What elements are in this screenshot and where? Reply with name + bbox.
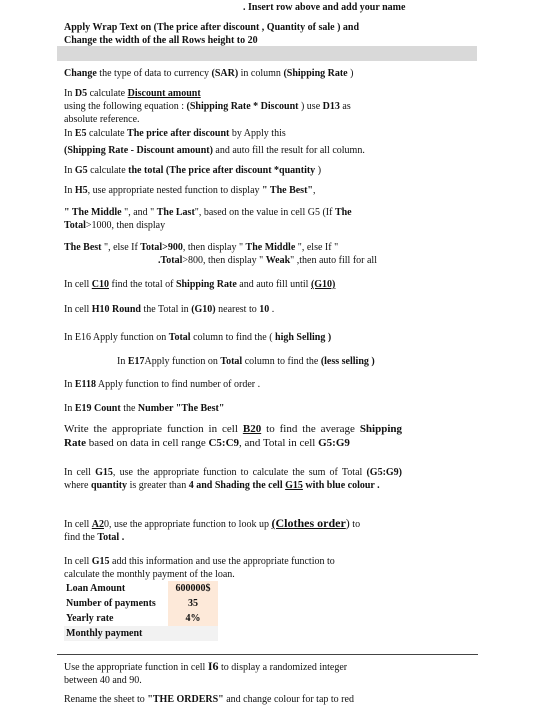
- text-bold: C5:C9: [208, 437, 240, 449]
- text: ): [345, 516, 350, 530]
- h10-instruction: [64, 303, 404, 316]
- text: , and Total in cell: [239, 437, 319, 449]
- text-bold: (G10): [191, 304, 216, 315]
- text: ", else If ": [295, 242, 339, 253]
- text-bold: The Last: [156, 207, 195, 218]
- text-bold: quantity: [90, 480, 128, 491]
- text: In: [64, 165, 75, 176]
- text: find the total of: [109, 279, 176, 290]
- text: is greater than: [127, 480, 189, 491]
- text-bold: (G10): [310, 279, 336, 290]
- text: the type of data to currency: [96, 68, 212, 79]
- text: calculate: [86, 128, 128, 139]
- e5-instruction-line2: [64, 144, 409, 157]
- text-bold: .Total: [158, 255, 183, 266]
- text: the Total in: [140, 304, 192, 315]
- text: In: [64, 88, 75, 99]
- divider-line: [57, 654, 478, 655]
- text: and change colour for tap to red: [223, 694, 354, 705]
- yearly-rate-label: Yearly rate: [66, 613, 114, 624]
- text: In E16 Apply function on: [64, 332, 169, 343]
- text-bold: 10: [259, 304, 270, 315]
- text: find the: [64, 532, 98, 543]
- text: the: [120, 403, 138, 414]
- text-bold: the total (The price after discount *quantity: [128, 165, 316, 176]
- text: where: [64, 480, 91, 491]
- table-row: [64, 626, 218, 641]
- text: as: [339, 101, 351, 112]
- text: to display a randomized integer: [218, 662, 348, 673]
- text-bold: (Shipping Rate * Discount: [186, 101, 299, 112]
- insert-row-instruction: . Insert row above and add your name: [243, 2, 406, 13]
- text: nearest to: [215, 304, 260, 315]
- text-bold: Total>900: [140, 242, 183, 253]
- text: Write the appropriate function in cell: [64, 423, 243, 435]
- text: using the following equation :: [64, 101, 187, 112]
- text: calculate: [87, 165, 129, 176]
- text-bold: D5: [74, 88, 88, 99]
- loan-table: [64, 581, 218, 641]
- text: column to find the (: [190, 332, 276, 343]
- best-instruction-line2: [158, 254, 408, 267]
- text: , then display ": [182, 242, 246, 253]
- text-bold: Total: [168, 332, 191, 343]
- table-row: [64, 596, 218, 611]
- wrap-line-2: Change the width of the all Rows height to 20: [64, 35, 258, 46]
- text: and auto fill the result for all column.: [212, 145, 365, 156]
- best-instruction: [64, 241, 404, 254]
- b20-instruction: [64, 422, 402, 450]
- discount-amount-label: Discount amount: [127, 88, 201, 99]
- text: column to find the: [242, 356, 321, 367]
- text: 0, use the appropriate function to look up: [104, 519, 272, 530]
- text-bold: and Shading the cell: [193, 480, 286, 491]
- text-bold: " The Middle: [64, 207, 122, 218]
- text-bold: Number "The Best": [137, 403, 225, 414]
- e118-instruction: [64, 378, 404, 391]
- text-bold: (G5:G9): [366, 467, 403, 478]
- text-bold: I6: [207, 659, 219, 673]
- text: , use appropriate nested function to display: [87, 185, 263, 196]
- text: In: [64, 185, 75, 196]
- text-bold: "THE ORDERS": [147, 694, 224, 705]
- text-bold: Count: [94, 403, 121, 414]
- text: add this information and use the appropriate function to: [109, 556, 335, 567]
- text-bold: E17: [127, 356, 145, 367]
- text: ", and ": [121, 207, 157, 218]
- text: >800, then display ": [182, 255, 266, 266]
- monthly-payment-value: [168, 626, 218, 641]
- text: in column: [238, 68, 284, 79]
- monthly-payment-label: Monthly payment: [64, 626, 168, 641]
- wrap-line-1: Apply Wrap Text on (The price after discount , Quantity of sale ) and: [64, 22, 360, 33]
- text: by Apply this: [229, 128, 286, 139]
- text: In: [64, 403, 75, 414]
- c10-instruction: [64, 278, 404, 291]
- text-bold: E5: [74, 128, 87, 139]
- a20-instruction: [64, 517, 404, 544]
- h5-instruction: [64, 184, 404, 197]
- clothes-order-label: (Clothes order: [271, 516, 346, 530]
- text-bold: " The Best": [262, 185, 313, 196]
- text-bold: Total: [220, 356, 243, 367]
- text: calculate the monthly payment of the loan.: [64, 569, 235, 580]
- text: Rename the sheet to: [64, 694, 148, 705]
- i6-instruction: [64, 660, 402, 687]
- text-bold: 4: [188, 480, 194, 491]
- text: In cell: [64, 519, 92, 530]
- text-bold: Total: [64, 220, 86, 231]
- e19-instruction: [64, 402, 404, 415]
- text: " ,then auto fill for all: [290, 255, 377, 266]
- text: Use the appropriate function in cell: [64, 662, 208, 673]
- text-bold: A2: [91, 519, 104, 530]
- text-bold: (Shipping Rate: [283, 68, 348, 79]
- text: In cell: [64, 304, 92, 315]
- text: calculate: [87, 88, 128, 99]
- text-bold: G15: [285, 480, 303, 491]
- text: ", else If: [101, 242, 141, 253]
- text: and auto fill until: [236, 279, 311, 290]
- text-bold: The: [334, 207, 352, 218]
- text-bold: The Best: [64, 242, 102, 253]
- wrap-text-instruction: [64, 21, 402, 47]
- loan-amount-label: Loan Amount: [66, 583, 126, 594]
- middle-instruction: [64, 206, 402, 232]
- text-bold: E19: [74, 403, 92, 414]
- text-bold: H10 Round: [91, 304, 141, 315]
- text-bold: high Selling ): [275, 332, 332, 343]
- g5-instruction: [64, 164, 404, 177]
- text-bold: Shipping Rate: [175, 279, 237, 290]
- text-bold: with blue colour .: [302, 480, 380, 491]
- e16-instruction: [64, 331, 404, 344]
- e17-instruction: [117, 355, 417, 368]
- loan-intro: [64, 555, 404, 581]
- text-bold: B20: [242, 423, 262, 435]
- loan-amount-value: 600000$: [168, 581, 218, 596]
- text: In: [64, 128, 75, 139]
- text-bold: H5: [74, 185, 88, 196]
- text: In cell: [64, 279, 92, 290]
- text: ", based on the value in cell G5 (If: [194, 207, 335, 218]
- text-bold: G15: [91, 556, 110, 567]
- text: based on data in cell range: [86, 437, 209, 449]
- table-row: [64, 581, 218, 596]
- text: ,: [312, 185, 316, 196]
- text: ) use: [298, 101, 323, 112]
- text: to find the average: [261, 423, 360, 435]
- text-bold: (SAR): [211, 68, 239, 79]
- table-row: [64, 611, 218, 626]
- yearly-rate-value: 4%: [168, 611, 218, 626]
- text-bold: The Middle: [245, 242, 296, 253]
- text: >1000, then display: [85, 220, 166, 231]
- d5-instruction: [64, 87, 402, 126]
- text-bold: Change: [64, 68, 97, 79]
- text-bold: (less selling ): [320, 356, 375, 367]
- text-bold: G5: [74, 165, 88, 176]
- text-bold: E118: [74, 379, 96, 390]
- g15-sum-instruction: [64, 466, 402, 492]
- number-of-payments-label: Number of payments: [66, 598, 156, 609]
- text: ): [315, 165, 322, 176]
- text-bold: D13: [322, 101, 340, 112]
- text-bold: Shipping Rate: [64, 423, 403, 449]
- text-bold: (Shipping Rate - Discount amount): [64, 145, 213, 156]
- e5-instruction: [64, 127, 409, 140]
- shaded-divider: [57, 46, 477, 61]
- text: absolute reference.: [64, 114, 140, 125]
- text: Apply function to find number of order .: [95, 379, 261, 390]
- text: .: [269, 304, 275, 315]
- text: In: [117, 356, 128, 367]
- text: to: [349, 519, 361, 530]
- text-bold: G15: [95, 467, 113, 478]
- text: , use the appropriate function to calculate the sum of Total: [112, 467, 367, 478]
- text-bold: C10: [91, 279, 109, 290]
- text-bold: G5:G9: [318, 437, 350, 449]
- text: In cell: [64, 467, 96, 478]
- text: In: [64, 379, 75, 390]
- text-bold: The price after discount: [127, 128, 230, 139]
- text: In cell: [64, 556, 92, 567]
- text-bold: Total .: [97, 532, 125, 543]
- text: Apply function on: [144, 356, 221, 367]
- number-of-payments-value: 35: [168, 596, 218, 611]
- shipping-currency-instruction: [64, 67, 404, 80]
- text-bold: Weak: [265, 255, 291, 266]
- text: ): [347, 68, 354, 79]
- text: between 40 and 90.: [64, 675, 142, 686]
